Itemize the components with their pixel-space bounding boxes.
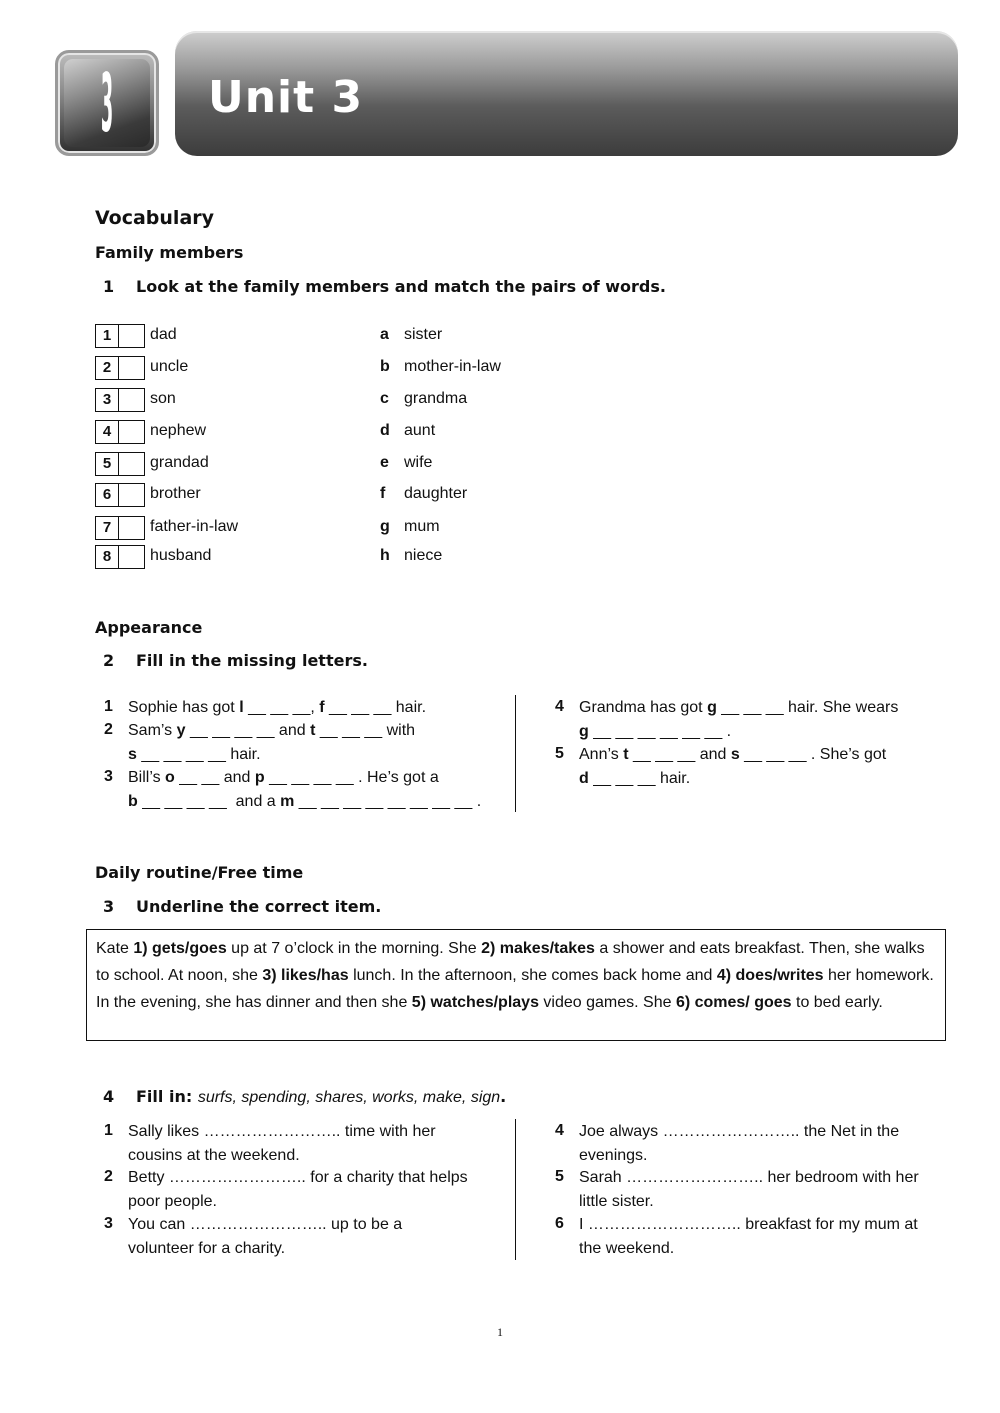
line-1: Joe always …………………….. the Net in the <box>579 1123 900 1140</box>
fill-item[interactable]: Ann’s t __ __ __ and s __ __ __ . She’s got d __ __ __ hair. <box>579 746 887 787</box>
item-number: 8 <box>96 546 119 568</box>
left-word: son <box>150 390 176 407</box>
instruction-text: Fill in the missing letters. <box>136 651 368 670</box>
left-word: uncle <box>150 358 189 375</box>
answer-box[interactable] <box>95 483 145 507</box>
item-number: 5 <box>96 453 119 475</box>
left-word: grandad <box>150 454 209 471</box>
exercise-3-instruction <box>103 897 381 916</box>
right-letter: f <box>380 485 386 502</box>
fill-item[interactable]: Sophie has got l __ __ __, f __ __ __ hair. <box>128 699 427 716</box>
right-word: niece <box>404 547 443 564</box>
item-number: 1 <box>104 698 113 715</box>
right-word: wife <box>404 454 433 471</box>
item-number: 2 <box>104 1168 113 1185</box>
word-list: surfs, spending, shares, works, make, sign <box>197 1089 501 1106</box>
line-2: the weekend. <box>579 1239 675 1257</box>
item-number: 5 <box>555 745 564 762</box>
item-number: 1 <box>104 1122 113 1139</box>
right-word: sister <box>404 326 443 343</box>
instruction-label: Fill in: <box>136 1087 193 1106</box>
left-word: brother <box>150 485 201 502</box>
exercise-4-instruction <box>103 1087 506 1107</box>
subheading-family-members: Family members <box>95 243 244 262</box>
left-word: dad <box>150 326 177 343</box>
routine-passage[interactable]: Kate 1) gets/goes up at 7 o’clock in the morning. She 2) makes/takes a shower and eats breakfast. Then, she walks to school. At noon, she 3) likes/has lunch. In the afternoon, she comes back home and 4) does/writes her homework. In the evening, she has dinner and then she 5) watches/plays video games. She 6) comes/ goes to bed early. <box>86 929 946 1041</box>
fill-item[interactable] <box>128 1213 402 1260</box>
instruction-text: Look at the family members and match the pairs of words. <box>136 277 666 296</box>
match-row <box>95 356 555 380</box>
right-letter: e <box>380 454 389 471</box>
fill-item[interactable]: Grandma has got g __ __ __ hair. She wears g __ __ __ __ __ __ . <box>579 699 899 740</box>
item-number: 3 <box>104 1215 113 1232</box>
item-number: 4 <box>555 698 564 715</box>
right-letter: a <box>380 326 389 343</box>
line-2: volunteer for a charity. <box>128 1239 286 1257</box>
exercise-1-instruction <box>103 277 666 296</box>
item-number: 1 <box>96 325 119 347</box>
line-1: Sarah …………………….. her bedroom with her <box>579 1169 919 1186</box>
item-number: 6 <box>555 1215 564 1232</box>
section-heading-vocabulary: Vocabulary <box>95 207 215 229</box>
fill-item[interactable] <box>579 1120 899 1167</box>
line-1: I ……………………….. breakfast for my mum at <box>579 1216 918 1233</box>
item-number: 7 <box>96 517 119 539</box>
answer-box[interactable] <box>95 356 145 380</box>
item-number: 3 <box>104 768 113 785</box>
answer-box[interactable] <box>95 516 145 540</box>
exercise-number: 3 <box>103 897 115 916</box>
left-word: husband <box>150 547 212 564</box>
unit-badge <box>55 50 159 156</box>
exercise-2-instruction <box>103 651 368 670</box>
fill-item[interactable] <box>579 1166 919 1213</box>
match-row <box>95 324 555 348</box>
item-number: 4 <box>96 421 119 443</box>
page-number: 1 <box>497 1325 503 1339</box>
left-word: father-in-law <box>150 518 239 535</box>
match-row <box>95 388 555 412</box>
unit-banner <box>175 31 958 156</box>
line-1: Sally likes …………………….. time with her <box>128 1123 436 1140</box>
column-divider <box>515 695 516 812</box>
match-row <box>95 420 555 444</box>
line-2: little sister. <box>579 1192 654 1210</box>
right-letter: h <box>380 547 390 564</box>
answer-box[interactable] <box>95 388 145 412</box>
right-word: mother-in-law <box>404 358 501 375</box>
line-2: evenings. <box>579 1146 648 1164</box>
match-row <box>95 516 555 540</box>
right-word: mum <box>404 518 440 535</box>
right-word: daughter <box>404 485 468 502</box>
column-divider <box>515 1119 516 1260</box>
item-number: 4 <box>555 1122 564 1139</box>
right-letter: c <box>380 390 389 407</box>
answer-box[interactable] <box>95 545 145 569</box>
answer-box[interactable] <box>95 420 145 444</box>
fill-item[interactable] <box>128 1120 436 1167</box>
line-1: You can …………………….. up to be a <box>128 1216 403 1233</box>
right-letter: b <box>380 358 390 375</box>
instruction-end: . <box>500 1087 507 1106</box>
fill-item[interactable]: Sam’s y __ __ __ __ and t __ __ __ with s __ __ __ __ hair. <box>128 722 416 763</box>
subheading-daily-routine: Daily routine/Free time <box>95 863 304 882</box>
match-row <box>95 452 555 476</box>
unit-badge-number: 3 <box>100 57 114 150</box>
subheading-appearance: Appearance <box>95 618 203 637</box>
instruction-text: Underline the correct item. <box>136 897 382 916</box>
left-word: nephew <box>150 422 207 439</box>
fill-item[interactable]: Bill’s o __ __ and p __ __ __ __ . He’s got a b __ __ __ __ and a m __ __ __ __ __ __ __ __ . <box>128 769 482 810</box>
fill-item[interactable] <box>128 1166 468 1213</box>
exercise-number: 2 <box>103 651 115 670</box>
answer-box[interactable] <box>95 324 145 348</box>
match-row <box>95 483 555 507</box>
line-2: poor people. <box>128 1192 217 1210</box>
right-word: aunt <box>404 422 436 439</box>
page-title: Unit 3 <box>208 72 364 123</box>
right-word: grandma <box>404 390 468 407</box>
item-number: 6 <box>96 484 119 506</box>
exercise-number: 4 <box>103 1087 115 1106</box>
answer-box[interactable] <box>95 452 145 476</box>
line-2: cousins at the weekend. <box>128 1146 300 1164</box>
right-letter: g <box>380 518 390 535</box>
exercise-number: 1 <box>103 277 115 296</box>
fill-item[interactable] <box>579 1213 918 1260</box>
match-row <box>95 545 555 569</box>
item-number: 5 <box>555 1168 564 1185</box>
right-letter: d <box>380 422 390 439</box>
line-1: Betty …………………….. for a charity that helps <box>128 1169 468 1186</box>
item-number: 2 <box>96 357 119 379</box>
item-number: 3 <box>96 389 119 411</box>
item-number: 2 <box>104 721 113 738</box>
